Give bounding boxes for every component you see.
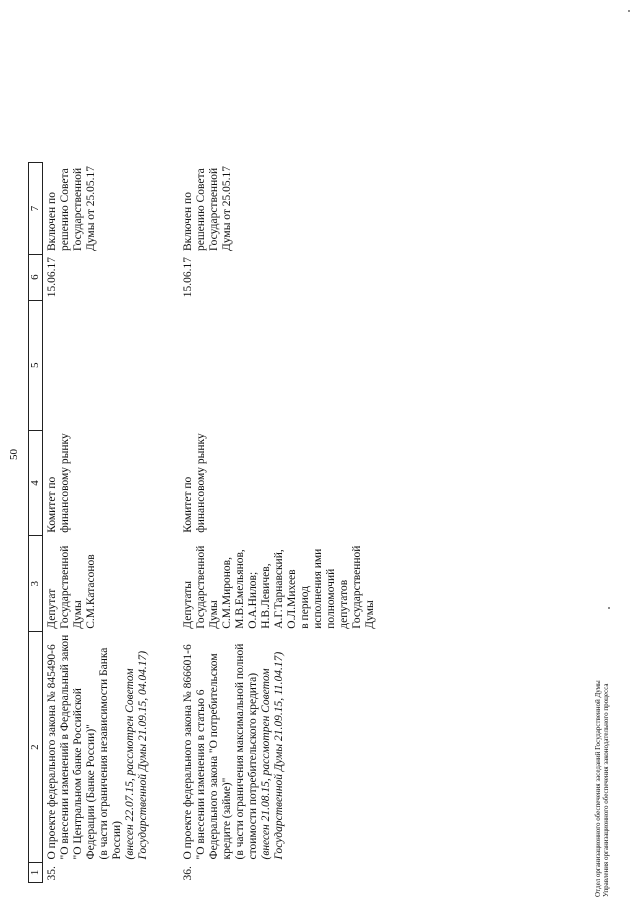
col-header: 2: [29, 632, 43, 863]
text-line: Думы: [72, 600, 84, 629]
row-number: 35.: [46, 866, 58, 881]
bill-table: [28, 162, 377, 883]
table-row: [179, 163, 377, 883]
text-line: Государственной: [194, 545, 207, 629]
bill-author: [179, 536, 377, 632]
submission-note: (внесен 22.07.15, рассмотрен Советом: [124, 668, 136, 860]
text-line: Комитет по: [46, 476, 58, 533]
col-header: 7: [29, 163, 43, 254]
text-line: Думы от 25.05.17: [220, 165, 233, 252]
date-cell: 15.06.17: [181, 257, 194, 298]
text-line: стоимости потребительского кредита): [246, 672, 259, 860]
scan-speck: [628, 10, 630, 12]
date-cell: 15.06.17: [46, 257, 58, 298]
scan-speck: [608, 607, 610, 609]
text-line: финансовому рынку: [194, 433, 207, 533]
footer-line: Управления организационного обеспечения законодательного процесса: [602, 683, 610, 897]
text-line: О проекте федерального закона № 845490-6: [46, 644, 58, 860]
text-line: "О внесении изменений в Федеральный закон: [59, 634, 71, 860]
text-line: "О внесении изменения в статью 6: [194, 689, 207, 860]
text-line: Государственной: [207, 167, 220, 252]
text-line: решению Совета: [59, 168, 71, 252]
text-line: (в части ограничения максимальной полной: [233, 643, 246, 860]
text-line: М.В.Емельянов,: [233, 549, 246, 629]
text-line: С.М.Миронов,: [220, 557, 233, 629]
bill-title: [43, 632, 179, 863]
text-line: С.М.Катасонов: [85, 554, 97, 629]
text-line: Включен по: [46, 192, 58, 252]
col-header: 5: [29, 300, 43, 430]
text-line: кредите (займе)": [220, 777, 233, 860]
responsible-committee: [43, 430, 179, 535]
col5-cell: [43, 300, 179, 430]
text-line: Включен по: [181, 192, 194, 252]
text-line: полномочий: [324, 568, 337, 629]
text-line: (в части ограничения независимости Банка: [98, 647, 110, 860]
text-line: Думы: [207, 600, 220, 629]
bill-title: [179, 632, 377, 863]
col-header: 4: [29, 430, 43, 535]
page-number: 50: [8, 449, 20, 460]
table-row: [43, 163, 179, 883]
footer-line: Отдел организационного обеспечения заседаний Государственной Думы: [594, 680, 602, 897]
status-cell: [179, 163, 377, 254]
text-line: Думы: [363, 600, 376, 629]
text-line: А.Г.Тарнавский,: [272, 549, 285, 629]
table-header-row: [29, 163, 43, 883]
text-line: Федерации (Банке России)": [85, 724, 97, 860]
text-line: Думы от 25.05.17: [85, 165, 97, 252]
bill-author: [43, 536, 179, 632]
col-header: 3: [29, 536, 43, 632]
row-number: 36.: [181, 866, 194, 881]
text-line: Депутат: [46, 588, 58, 629]
col-header: 1: [29, 863, 43, 883]
text-line: России): [111, 821, 123, 860]
text-line: О.А.Нилов;: [246, 571, 259, 629]
submission-note: (внесен 21.08.15, рассмотрен Советом: [259, 668, 272, 860]
col5-cell: [179, 300, 377, 430]
text-line: Федерального закона "О потребительском: [207, 653, 220, 860]
text-line: Государственной: [350, 545, 363, 629]
text-line: Государственной: [72, 167, 84, 252]
text-line: Н.В.Левичев,: [259, 563, 272, 629]
text-line: О.Л.Михеев: [285, 569, 298, 629]
text-line: "О Центральном банке Российской: [72, 688, 84, 860]
status-cell: [43, 163, 179, 254]
text-line: О проекте федерального закона № 866601-6: [181, 644, 194, 860]
text-line: депутатов: [337, 579, 350, 629]
responsible-committee: [179, 430, 377, 535]
text-line: решению Совета: [194, 168, 207, 252]
text-line: Государственной: [59, 545, 71, 629]
col-header: 6: [29, 254, 43, 300]
text-line: Депутаты: [181, 581, 194, 629]
text-line: исполнения ими: [311, 548, 324, 629]
footer-department: [594, 680, 610, 897]
text-line: Комитет по: [181, 476, 194, 533]
text-line: в период: [298, 586, 311, 629]
submission-note: Государственной Думы 21.09.15, 11.04.17): [272, 651, 285, 860]
submission-note: Государственной Думы 21.09.15, 04.04.17): [137, 650, 149, 860]
text-line: финансовому рынку: [59, 433, 71, 533]
